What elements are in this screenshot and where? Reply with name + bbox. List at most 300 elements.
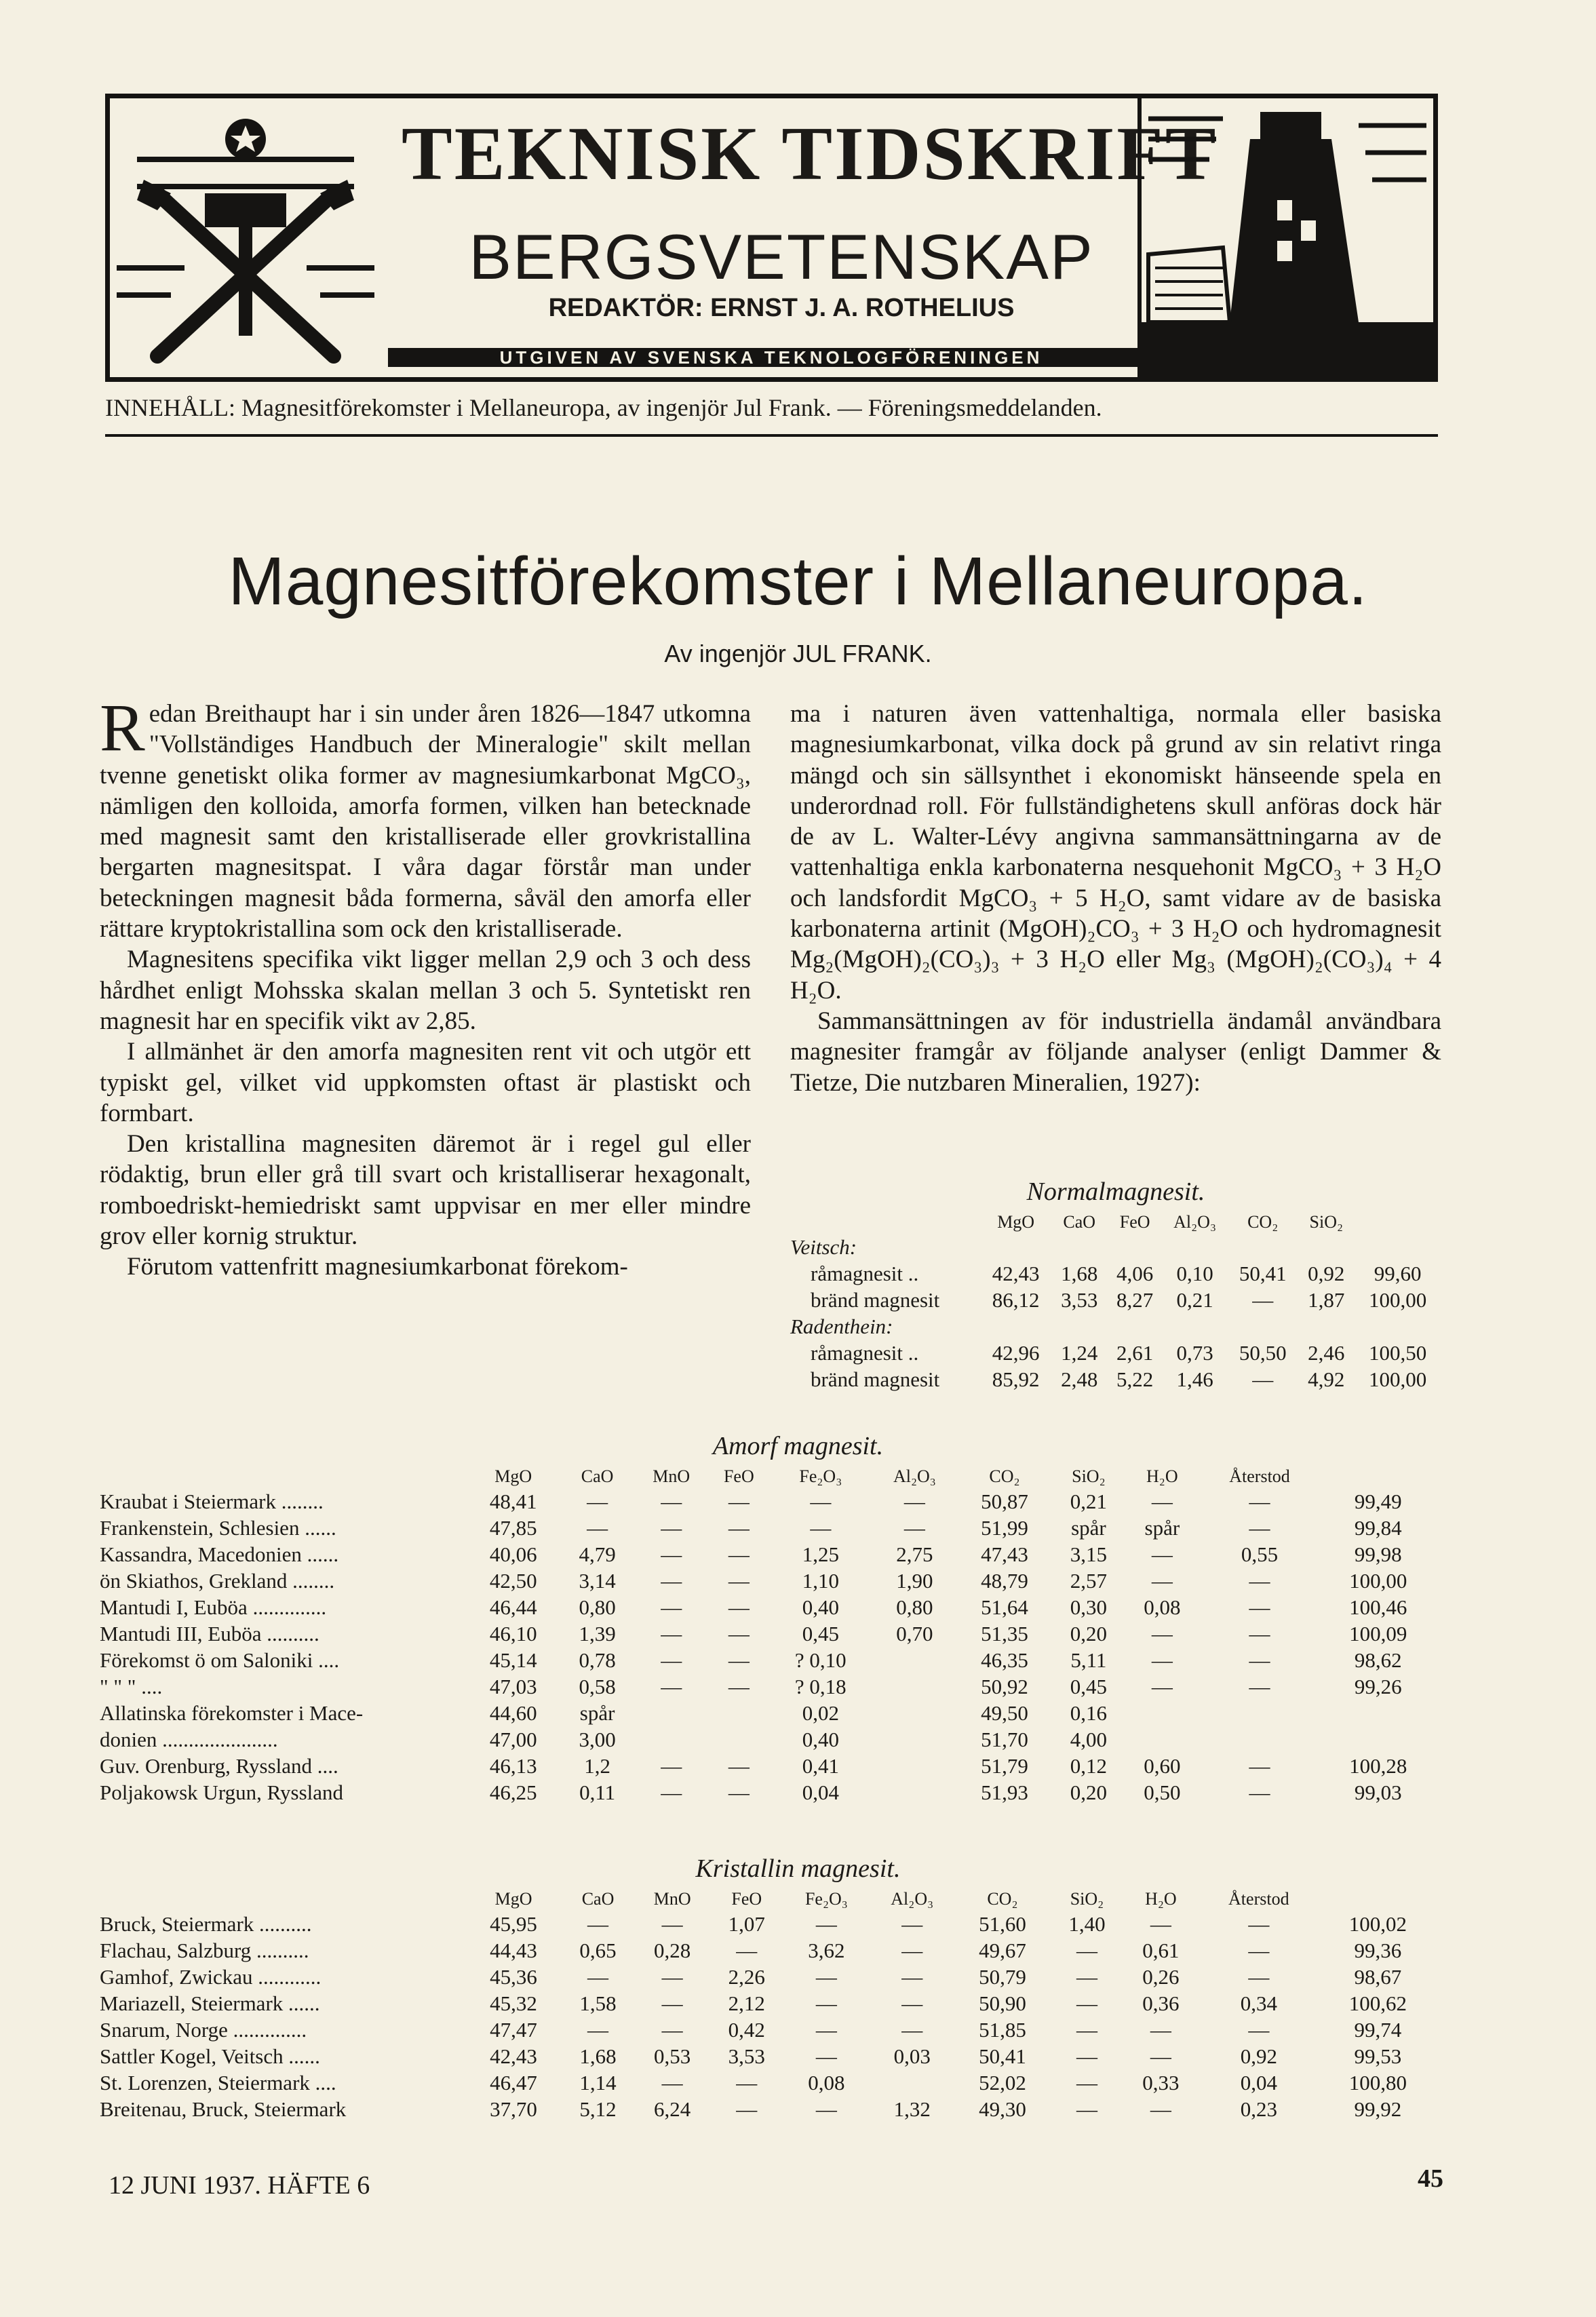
table-cell: 49,30 xyxy=(979,2097,1026,2121)
table-cell: 47,43 xyxy=(981,1542,1028,1566)
table-cell: 99,98 xyxy=(1354,1542,1402,1566)
table-cell: 0,30 xyxy=(1070,1595,1108,1619)
table-cell: — xyxy=(1248,1938,1270,1962)
header-cell: SiO₂ xyxy=(1072,1466,1106,1486)
table-cell: 1,40 xyxy=(1068,1911,1106,1936)
table-cell: — xyxy=(1076,2017,1097,2042)
table-cell: 99,92 xyxy=(1354,2097,1402,2121)
table-cell: 50,90 xyxy=(979,1991,1026,2015)
table-cell: — xyxy=(728,1515,750,1540)
table-cell: ? 0,10 xyxy=(794,1648,846,1672)
table-cell: 8,27 xyxy=(1116,1287,1154,1312)
table-cell: 1,58 xyxy=(579,1991,617,2015)
table-cell: 0,45 xyxy=(802,1621,839,1646)
table-cell: — xyxy=(1249,1753,1270,1778)
table-row xyxy=(100,2043,1436,2069)
table-cell: 49,50 xyxy=(981,1700,1028,1725)
table-cell xyxy=(872,1673,958,1700)
row-label: Kassandra, Macedonien ...... xyxy=(100,1542,339,1566)
header-cell: Återstod xyxy=(1228,1889,1289,1909)
table-cell: 0,92 xyxy=(1308,1261,1345,1285)
row-label: donien ...................... xyxy=(100,1727,278,1751)
row-label: bränd magnesit xyxy=(811,1287,940,1312)
table-cell: 98,67 xyxy=(1354,1964,1402,1989)
header-cell: H₂O xyxy=(1145,1889,1177,1909)
publisher-band: UTGIVEN AV SVENSKA TEKNOLOGFÖRENINGEN xyxy=(388,348,1154,367)
table-cell xyxy=(1125,1700,1199,1726)
table-cell: 49,67 xyxy=(979,1938,1026,1962)
table-cell: — xyxy=(901,1911,923,1936)
table-cell: 0,26 xyxy=(1142,1964,1180,1989)
table-cell: 0,41 xyxy=(802,1753,839,1778)
table-cell: 1,46 xyxy=(1176,1367,1213,1391)
table-row xyxy=(100,1753,1436,1779)
table-cell: 51,79 xyxy=(981,1753,1028,1778)
table-cell: 0,23 xyxy=(1240,2097,1277,2121)
table-cell: 46,25 xyxy=(489,1780,537,1804)
table-cell: 100,02 xyxy=(1348,1911,1407,1936)
table-cell: 0,20 xyxy=(1070,1621,1108,1646)
table-cell: 46,35 xyxy=(981,1648,1028,1672)
divider xyxy=(105,434,1438,437)
paragraph: Sammansättningen av för industriella ändamål användbara magnesiter framgår av följande analyser (enligt Dammer & Tietze, Die nutzbaren Mineralien, 1927): xyxy=(790,1007,1441,1097)
table-cell: — xyxy=(587,1964,609,1989)
table-row xyxy=(790,1366,1441,1393)
table-row xyxy=(100,1779,1436,1806)
row-label: ön Skiathos, Grekland ........ xyxy=(100,1568,335,1593)
table-row xyxy=(790,1340,1441,1366)
table-cell: — xyxy=(815,1991,837,2015)
table-cell: 100,00 xyxy=(1368,1367,1427,1391)
table-cell: 0,02 xyxy=(802,1700,839,1725)
table-cell: 44,43 xyxy=(490,1938,537,1962)
table-cell: 3,53 xyxy=(728,2044,765,2068)
table-cell: 45,32 xyxy=(490,1991,537,2015)
table-cell: 2,12 xyxy=(728,1991,765,2015)
header-cell: Fe₂O₃ xyxy=(799,1466,842,1486)
row-label: Mantudi I, Euböa .............. xyxy=(100,1595,327,1619)
table-cell: — xyxy=(728,1648,750,1672)
header-cell: CaO xyxy=(581,1466,614,1486)
paragraph: I allmänhet är den amorfa magnesiten rent vit och utgör ett typiskt gel, vilket vid uppkomsten oftast är plastiskt och formbart. xyxy=(100,1038,751,1127)
issue-date: 12 JUNI 1937. HÄFTE 6 xyxy=(109,2171,370,2200)
table-cell: — xyxy=(661,1674,682,1698)
row-label: Mantudi III, Euböa .......... xyxy=(100,1621,319,1646)
table-header-row xyxy=(790,1211,1441,1234)
row-label: Sattler Kogel, Veitsch ...... xyxy=(100,2044,320,2068)
table-cell: — xyxy=(901,1964,923,1989)
table-cell xyxy=(872,1647,958,1673)
table-cell: 51,85 xyxy=(979,2017,1026,2042)
table-cell: — xyxy=(736,1938,758,1962)
header-cell: Fe₂O₃ xyxy=(804,1889,848,1909)
journal-title: TEKNISK TIDSKRIFT xyxy=(402,112,1218,196)
table-cell: 3,53 xyxy=(1061,1287,1098,1312)
table-cell: — xyxy=(728,1542,750,1566)
header-cell: FeO xyxy=(731,1889,762,1909)
table-cell xyxy=(1321,1700,1436,1726)
header-cell xyxy=(1320,1888,1436,1911)
header-cell: CO₂ xyxy=(989,1466,1020,1486)
table-cell: 100,09 xyxy=(1349,1621,1407,1646)
table-cell: 2,61 xyxy=(1116,1340,1154,1365)
paragraph: ma i naturen även vattenhaltiga, normala eller basiska magnesiumkarbonat, vilka dock på grund av sin relativt ringa mängd och sin sällsynthet i ekonomiskt hänseende spela en underordnad roll. För fullständighetens skull anföras dock här de av L. Walter-Lévy angivna sammansättningarna av de vattenhaltiga enkla karbonaterna nesquehonit MgCO₃ + 3 H₂O och landsfordit MgCO₃ + 5 H₂O, samt vidare av de basiska karbonaterna artinit (MgOH)₂CO₃ + 3 H₂O och hydromagnesit Mg₂(MgOH)₂(CO₃)₃ + 3 H₂O eller Mg₃ (MgOH)₂(CO₃)₄ + 4 H₂O. xyxy=(790,700,1441,1005)
table-cell: 99,74 xyxy=(1354,2017,1402,2042)
table-cell: — xyxy=(810,1515,832,1540)
table-cell: 0,16 xyxy=(1070,1700,1108,1725)
table-cell: — xyxy=(661,2070,683,2095)
table-row xyxy=(100,1594,1436,1620)
table-cell: 1,14 xyxy=(579,2070,617,2095)
table-cell: 100,00 xyxy=(1349,1568,1407,1593)
table-row xyxy=(100,1568,1436,1594)
table-cell: 4,79 xyxy=(579,1542,616,1566)
table-cell: 99,36 xyxy=(1354,1938,1402,1962)
table-cell: — xyxy=(1249,1780,1270,1804)
kristallin-table-caption: Kristallin magnesit. xyxy=(695,1854,901,1883)
header-cell: H₂O xyxy=(1146,1466,1178,1486)
table-row xyxy=(100,1990,1436,2017)
table-cell: — xyxy=(728,1753,750,1778)
table-cell: 42,43 xyxy=(490,2044,537,2068)
header-cell: SiO₂ xyxy=(1070,1889,1104,1909)
table-row xyxy=(100,1647,1436,1673)
table-cell: 98,62 xyxy=(1354,1648,1402,1672)
table-cell: 0,60 xyxy=(1144,1753,1181,1778)
table-cell: — xyxy=(1151,1674,1173,1698)
table-cell: 99,03 xyxy=(1354,1780,1402,1804)
table-cell: — xyxy=(1252,1367,1274,1391)
group-label: Veitsch: xyxy=(790,1234,857,1259)
table-cell: — xyxy=(1249,1595,1270,1619)
table-cell: 100,46 xyxy=(1349,1595,1407,1619)
table-cell: 46,44 xyxy=(489,1595,537,1619)
table-cell: 4,92 xyxy=(1308,1367,1345,1391)
table-cell: — xyxy=(661,1489,682,1513)
header-cell xyxy=(100,1465,466,1488)
table-cell: 52,02 xyxy=(979,2070,1026,2095)
table-cell: 47,00 xyxy=(489,1727,537,1751)
table-cell: 0,03 xyxy=(893,2044,931,2068)
table-cell: — xyxy=(736,2070,758,2095)
table-cell: 1,24 xyxy=(1061,1340,1098,1365)
table-cell: — xyxy=(661,1542,682,1566)
table-cell xyxy=(872,1700,958,1726)
table-cell: 50,41 xyxy=(1239,1261,1287,1285)
table-cell: 0,21 xyxy=(1176,1287,1213,1312)
table-cell: — xyxy=(661,1568,682,1593)
header-cell: CaO xyxy=(1063,1212,1096,1232)
table-cell: — xyxy=(815,2097,837,2121)
table-cell: — xyxy=(903,1515,925,1540)
contents-line: INNEHÅLL: Magnesitförekomster i Mellaneuropa, av ingenjör Jul Frank. — Föreningsmeddelanden. xyxy=(105,394,1102,421)
table-cell: 2,26 xyxy=(728,1964,765,1989)
table-cell: — xyxy=(728,1674,750,1698)
table-cell: — xyxy=(1076,1938,1097,1962)
table-cell: 99,49 xyxy=(1354,1489,1402,1513)
table-cell: 1,39 xyxy=(579,1621,616,1646)
table-cell: — xyxy=(1249,1674,1270,1698)
table-cell: 1,10 xyxy=(802,1568,839,1593)
table-cell: 1,68 xyxy=(1061,1261,1098,1285)
table-cell: — xyxy=(1249,1515,1270,1540)
header-cell: Al₂O₃ xyxy=(893,1466,936,1486)
table-cell: — xyxy=(661,1753,682,1778)
table-cell: — xyxy=(903,1489,925,1513)
header-cell xyxy=(100,1888,466,1911)
table-cell: — xyxy=(1151,1542,1173,1566)
table-cell xyxy=(1125,1726,1199,1753)
table-cell xyxy=(709,1700,770,1726)
header-cell: FeO xyxy=(723,1466,754,1486)
table-cell: — xyxy=(1248,1911,1270,1936)
table-cell: 0,04 xyxy=(1240,2070,1277,2095)
table-cell: 51,35 xyxy=(981,1621,1028,1646)
table-cell: — xyxy=(1248,2017,1270,2042)
table-cell: — xyxy=(1076,2044,1097,2068)
table-cell: — xyxy=(661,1515,682,1540)
table-cell: — xyxy=(587,1911,609,1936)
table-cell: 45,14 xyxy=(489,1648,537,1672)
table-cell: — xyxy=(728,1621,750,1646)
table-cell: 42,96 xyxy=(992,1340,1040,1365)
table-cell: 3,00 xyxy=(579,1727,616,1751)
table-cell: — xyxy=(728,1780,750,1804)
row-label: Breitenau, Bruck, Steiermark xyxy=(100,2097,347,2121)
table-cell: 0,50 xyxy=(1144,1780,1181,1804)
table-cell: 0,70 xyxy=(896,1621,933,1646)
table-cell: 46,13 xyxy=(489,1753,537,1778)
drop-cap: R xyxy=(100,690,145,765)
paragraph: Den kristallina magnesiten däremot är i regel gul eller rödaktig, brun eller grå till svart och kristalliserar hexagonalt, romboedriskt-hemiedriskt samt uppvisar en mer eller mindre grov eller kornig struktur. xyxy=(100,1130,751,1251)
table-cell xyxy=(870,2069,955,2096)
table-row xyxy=(790,1287,1441,1313)
article-author: Av ingenjör JUL FRANK. xyxy=(664,640,932,667)
table-cell: 47,85 xyxy=(489,1515,537,1540)
table-cell: — xyxy=(661,1648,682,1672)
table-cell: 0,80 xyxy=(896,1595,933,1619)
table-cell: 50,79 xyxy=(979,1964,1026,1989)
page-number: 45 xyxy=(1418,2164,1443,2193)
table-cell: 0,11 xyxy=(579,1780,616,1804)
table-group-row xyxy=(790,1313,1441,1340)
header-cell xyxy=(1354,1211,1441,1234)
table-cell: — xyxy=(1076,2070,1097,2095)
table-cell: — xyxy=(1150,2044,1171,2068)
table-cell: 0,53 xyxy=(654,2044,691,2068)
table-row xyxy=(100,2017,1436,2043)
table-cell: — xyxy=(1076,2097,1097,2121)
row-label: " " " .... xyxy=(100,1674,163,1698)
table-cell: — xyxy=(728,1568,750,1593)
table-cell: 1,25 xyxy=(802,1542,839,1566)
row-label: råmagnesit .. xyxy=(811,1340,919,1365)
hammer-and-torches-logo xyxy=(110,98,381,377)
table-cell: — xyxy=(661,1621,682,1646)
table-row xyxy=(100,1515,1436,1541)
table-cell: — xyxy=(901,1938,923,1962)
row-label: Guv. Orenburg, Ryssland .... xyxy=(100,1753,338,1778)
table-cell: 37,70 xyxy=(490,2097,537,2121)
table-cell: 0,78 xyxy=(579,1648,616,1672)
table-row xyxy=(100,1541,1436,1568)
row-label: Allatinska förekomster i Mace- xyxy=(100,1700,364,1725)
table-cell: spår xyxy=(579,1700,615,1725)
table-cell xyxy=(1199,1700,1321,1726)
table-cell: 86,12 xyxy=(992,1287,1040,1312)
table-cell: 42,43 xyxy=(992,1261,1040,1285)
table-cell: — xyxy=(810,1489,832,1513)
table-cell: 1,68 xyxy=(579,2044,617,2068)
table-cell: — xyxy=(661,1595,682,1619)
table-row xyxy=(100,1700,1436,1726)
table-cell: — xyxy=(661,1780,682,1804)
header-cell xyxy=(1321,1465,1436,1488)
table-cell: 100,28 xyxy=(1349,1753,1407,1778)
table-cell: 0,04 xyxy=(802,1780,839,1804)
table-cell: 0,58 xyxy=(579,1674,616,1698)
header-cell: CaO xyxy=(581,1889,615,1909)
table-cell xyxy=(634,1726,709,1753)
table-row xyxy=(100,1673,1436,1700)
table-cell: 50,50 xyxy=(1239,1340,1287,1365)
table-cell: 0,20 xyxy=(1070,1780,1108,1804)
table-cell: 51,64 xyxy=(981,1595,1028,1619)
paragraph: Redan Breithaupt har i sin under åren 1826—1847 utkomna "Vollständiges Handbuch der Mineralogie" skilt mellan tvenne genetiskt olika former av magnesiumkarbonat MgCO₃, nämligen den kolloida, amorfa formen, vilken han betecknade med magnesit samt den kristalliserade eller grovkristallina bergarten magnesitspat. I våra dagar förstår man under beteckningen magnesit båda formerna, såväl den amorfa eller rättare kryptokristallina som ock den kristalliserade. xyxy=(100,690,751,943)
table-cell: — xyxy=(1151,1621,1173,1646)
table-row xyxy=(100,1488,1436,1515)
table-cell: 44,60 xyxy=(489,1700,537,1725)
table-cell: — xyxy=(1249,1568,1270,1593)
table-cell: 0,10 xyxy=(1176,1261,1213,1285)
table-cell: — xyxy=(1249,1648,1270,1672)
table-cell xyxy=(1321,1726,1436,1753)
article-column-right xyxy=(790,699,1441,1098)
table-cell: — xyxy=(901,2017,923,2042)
editor-line: REDAKTÖR: ERNST J. A. ROTHELIUS xyxy=(548,294,1015,322)
table-cell: 85,92 xyxy=(992,1367,1040,1391)
header-cell: CO₂ xyxy=(987,1889,1018,1909)
table-cell: 0,08 xyxy=(808,2070,845,2095)
table-cell: 0,73 xyxy=(1176,1340,1213,1365)
table-cell xyxy=(709,1726,770,1753)
row-label: Snarum, Norge .............. xyxy=(100,2017,307,2042)
table-cell: 0,40 xyxy=(802,1727,839,1751)
table-cell: 0,45 xyxy=(1070,1674,1108,1698)
header-cell: SiO₂ xyxy=(1309,1212,1344,1232)
table-cell: 0,80 xyxy=(579,1595,616,1619)
table-cell: — xyxy=(661,1964,683,1989)
table-cell: 5,22 xyxy=(1116,1367,1154,1391)
group-label: Radenthein: xyxy=(790,1314,893,1338)
table-cell: 40,06 xyxy=(489,1542,537,1566)
table-cell: 47,03 xyxy=(489,1674,537,1698)
normal-magnesite-table xyxy=(790,1211,1441,1393)
table-cell: 100,50 xyxy=(1368,1340,1427,1365)
table-cell: 0,42 xyxy=(728,2017,765,2042)
table-cell: — xyxy=(815,2017,837,2042)
table-cell: 2,48 xyxy=(1061,1367,1098,1391)
header-cell: CO₂ xyxy=(1247,1212,1279,1232)
table-cell: 0,28 xyxy=(654,1938,691,1962)
table-cell: 42,50 xyxy=(489,1568,537,1593)
header-cell: MgO xyxy=(494,1466,532,1486)
table-cell: spår xyxy=(1144,1515,1180,1540)
table-cell: spår xyxy=(1071,1515,1106,1540)
table-cell xyxy=(1199,1726,1321,1753)
paragraph: Förutom vattenfritt magnesiumkarbonat förekom- xyxy=(127,1253,628,1281)
table-header-row xyxy=(100,1465,1436,1488)
table-row xyxy=(100,1964,1436,1990)
table-cell: 5,12 xyxy=(579,2097,617,2121)
table-cell: — xyxy=(1150,1911,1171,1936)
table-cell: — xyxy=(587,2017,609,2042)
table-cell: — xyxy=(728,1595,750,1619)
header-cell: MgO xyxy=(494,1889,532,1909)
paragraph: Magnesitens specifika vikt ligger mellan 2,9 och 3 och dess hårdhet enligt Mohsska skalan mellan 3 och 5. Syntetiskt ren magnesit har en specifik vikt av 2,85. xyxy=(100,946,751,1035)
masthead xyxy=(105,94,1438,382)
table-cell: 50,87 xyxy=(981,1489,1028,1513)
table-cell xyxy=(634,1700,709,1726)
header-cell: Återstod xyxy=(1229,1466,1290,1486)
row-label: råmagnesit .. xyxy=(811,1261,919,1285)
table-row xyxy=(100,1726,1436,1753)
table-cell: 0,55 xyxy=(1241,1542,1279,1566)
table-cell: 46,10 xyxy=(489,1621,537,1646)
table-row xyxy=(100,1911,1436,1937)
table-cell: 1,32 xyxy=(893,2097,931,2121)
table-cell: — xyxy=(815,2044,837,2068)
table-cell: 5,11 xyxy=(1070,1648,1107,1672)
table-row xyxy=(790,1260,1441,1287)
article-title: Magnesitförekomster i Mellaneuropa. xyxy=(228,543,1368,619)
table-cell: 50,41 xyxy=(979,2044,1026,2068)
table-cell: — xyxy=(1151,1568,1173,1593)
table-cell: 0,65 xyxy=(579,1938,617,1962)
table-cell: 48,79 xyxy=(981,1568,1028,1593)
crystalline-magnesite-table xyxy=(100,1888,1436,2122)
table-cell: — xyxy=(1249,1489,1270,1513)
table-cell: 51,60 xyxy=(979,1911,1026,1936)
table-cell: 0,33 xyxy=(1142,2070,1180,2095)
table-cell: — xyxy=(1076,1991,1097,2015)
table-cell: 100,00 xyxy=(1368,1287,1427,1312)
table-header-row xyxy=(100,1888,1436,1911)
row-label: Bruck, Steiermark .......... xyxy=(100,1911,312,1936)
table-cell: 3,15 xyxy=(1070,1542,1108,1566)
table-cell: 1,2 xyxy=(584,1753,610,1778)
mine-tower-illustration xyxy=(1137,98,1433,377)
table-cell: — xyxy=(1151,1489,1173,1513)
table-cell: 100,80 xyxy=(1348,2070,1407,2095)
table-cell: 99,84 xyxy=(1354,1515,1402,1540)
table-cell: — xyxy=(1150,2017,1171,2042)
header-cell: Al₂O₃ xyxy=(891,1889,934,1909)
table-cell: — xyxy=(736,2097,758,2121)
row-label: Flachau, Salzburg .......... xyxy=(100,1938,309,1962)
table-row xyxy=(100,2069,1436,2096)
table-cell: — xyxy=(1252,1287,1274,1312)
table-cell: 1,87 xyxy=(1308,1287,1345,1312)
row-label: Gamhof, Zwickau ............ xyxy=(100,1964,322,1989)
table-cell: — xyxy=(587,1489,608,1513)
table-cell: 51,93 xyxy=(981,1780,1028,1804)
table-cell: 4,00 xyxy=(1070,1727,1108,1751)
table-cell: 45,36 xyxy=(490,1964,537,1989)
amorf-table-caption: Amorf magnesit. xyxy=(712,1432,884,1460)
table-cell: 0,92 xyxy=(1240,2044,1277,2068)
table-cell: 0,36 xyxy=(1142,1991,1180,2015)
